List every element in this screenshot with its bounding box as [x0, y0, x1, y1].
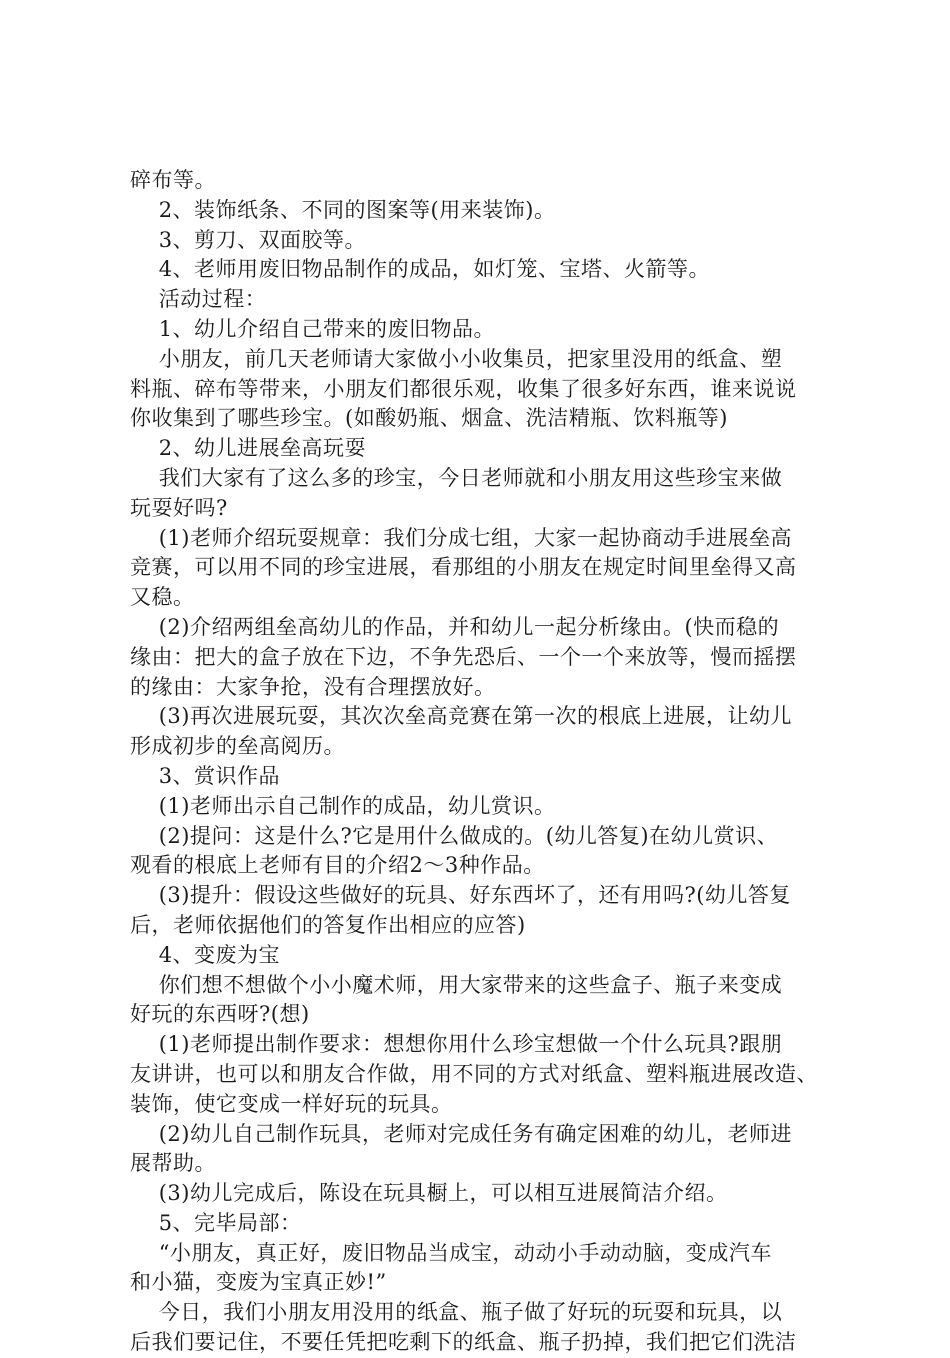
text-line: 3、赏识作品: [130, 763, 281, 788]
text-line: 后，老师依据他们的答复作出相应的应答): [130, 912, 526, 937]
text-line: (1)老师提出制作要求：想想你用什么珍宝想做一个什么玩具?跟朋: [130, 1032, 783, 1057]
text-line: 玩耍好吗?: [130, 495, 228, 520]
text-line: 缘由：把大的盒子放在下边，不争先恐后、一个一个来放等，慢而摇摆: [130, 644, 797, 669]
text-line: 活动过程：: [130, 287, 267, 312]
text-line: 友讲讲，也可以和朋友合作做，用不同的方式对纸盒、塑料瓶进展改造、: [130, 1061, 818, 1086]
text-line: 2、装饰纸条、不同的图案等(用来装饰)。: [130, 197, 556, 222]
text-line: 观看的根底上老师有目的介绍2～3种作品。: [130, 853, 545, 878]
text-line: 展帮助。: [130, 1151, 216, 1176]
text-line: “小朋友，真正好，废旧物品当成宝，动动小手动动脑，变成汽车: [130, 1240, 772, 1265]
text-line: 料瓶、碎布等带来，小朋友们都很乐观，收集了很多好东西，谁来说说: [130, 376, 797, 401]
text-line: 你们想不想做个小小魔术师，用大家带来的这些盒子、瓶子来变成: [130, 972, 783, 997]
text-line: 和小猫，变废为宝真正妙!”: [130, 1270, 387, 1295]
text-line: 的缘由：大家争抢，没有合理摆放好。: [130, 674, 496, 699]
document-body: [130, 166, 833, 1358]
text-line: 今日，我们小朋友用没用的纸盒、瓶子做了好玩的玩耍和玩具，以: [130, 1300, 783, 1325]
text-line: 后我们要记住，不要任凭把吃剩下的纸盒、瓶子扔掉，我们把它们洗洁: [130, 1330, 797, 1355]
text-line: (3)再次进展玩耍，其次次垒高竞赛在第一次的根底上进展，让幼儿: [130, 704, 792, 729]
text-line: 4、老师用废旧物品制作的成品，如灯笼、宝塔、火箭等。: [130, 257, 711, 282]
text-line: 装饰，使它变成一样好玩的玩具。: [130, 1091, 453, 1116]
text-line: 4、变废为宝: [130, 942, 281, 967]
text-line: (1)老师出示自己制作的成品，幼儿赏识。: [130, 793, 556, 818]
text-line: (2)幼儿自己制作玩具，老师对完成任务有确定困难的幼儿，老师进: [130, 1121, 792, 1146]
text-line: 我们大家有了这么多的珍宝，今日老师就和小朋友用这些珍宝来做: [130, 465, 783, 490]
text-line: 你收集到了哪些珍宝。(如酸奶瓶、烟盒、洗洁精瓶、饮料瓶等): [130, 406, 728, 431]
text-line: 3、剪刀、双面胶等。: [130, 227, 367, 252]
text-line: (1)老师介绍玩耍规章：我们分成七组，大家一起协商动手进展垒高: [130, 525, 792, 550]
text-line: 又稳。: [130, 585, 195, 610]
text-line: 好玩的东西呀?(想): [130, 1002, 310, 1027]
text-line: 1、幼儿介绍自己带来的废旧物品。: [130, 316, 496, 341]
text-line: 形成初步的垒高阅历。: [130, 734, 345, 759]
text-line: 2、幼儿进展垒高玩耍: [130, 436, 367, 461]
text-line: (3)幼儿完成后，陈设在玩具橱上，可以相互进展简洁介绍。: [130, 1181, 728, 1206]
text-line: (2)介绍两组垒高幼儿的作品，并和幼儿一起分析缘由。(快而稳的: [130, 614, 780, 639]
text-line: (3)提升：假设这些做好的玩具、好东西坏了，还有用吗?(幼儿答复: [130, 883, 791, 908]
text-line: 5、完毕局部：: [130, 1210, 302, 1235]
text-line: 竞赛，可以用不同的珍宝进展，看那组的小朋友在规定时间里垒得又高: [130, 555, 797, 580]
text-line: (2)提问：这是什么?它是用什么做成的。(幼儿答复)在幼儿赏识、: [130, 823, 779, 848]
text-line: 碎布等。: [130, 168, 216, 192]
text-line: 小朋友，前几天老师请大家做小小收集员，把家里没用的纸盒、塑: [130, 346, 783, 371]
